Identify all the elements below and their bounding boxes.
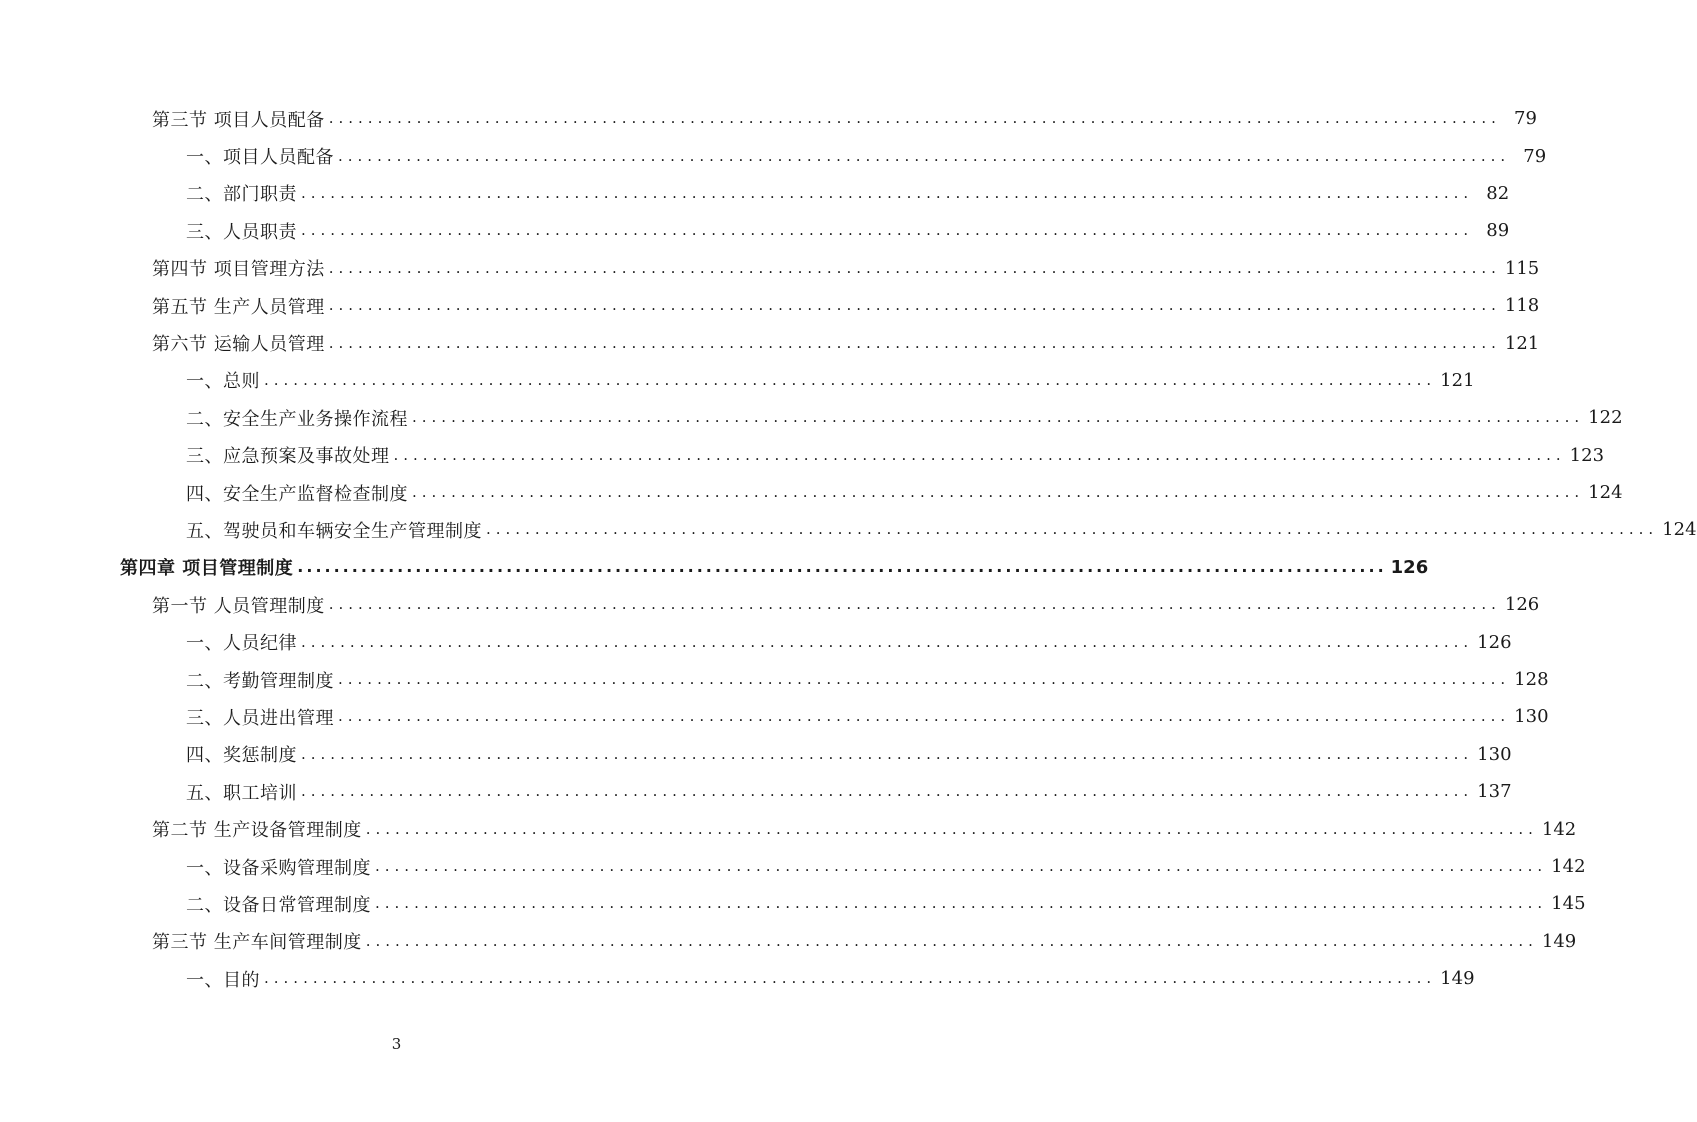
toc-subsection-entry[interactable] — [0, 175, 1510, 212]
toc-entry-title: 三、人员进出管理 — [186, 707, 334, 729]
toc-dot-leader: ........................................................................................................................ — [328, 109, 1501, 128]
toc-dot-leader: ........................................................................................................................ — [375, 857, 1548, 875]
toc-entry-title: 三、人员职责 — [186, 221, 297, 243]
toc-dot-leader: ........................................................................................................................ — [393, 445, 1566, 464]
toc-dot-leader: ........................................................................................................................ — [365, 931, 1538, 950]
toc-dot-leader: ........................................................................................................................ — [301, 221, 1474, 240]
toc-dot-leader: ........................................................................................................................ — [328, 595, 1501, 614]
toc-entry-page-number: 130 — [1514, 706, 1549, 728]
toc-subsection-entry[interactable] — [0, 212, 1510, 249]
toc-section-entry[interactable] — [0, 923, 1577, 960]
toc-chapter-entry[interactable] — [0, 549, 1429, 586]
toc-dot-leader: ........................................................................................................................ — [365, 819, 1538, 838]
toc-entry-page-number: 149 — [1541, 930, 1577, 952]
toc-entry-title: 二、部门职责 — [186, 184, 297, 206]
toc-entry-page-number: 122 — [1588, 407, 1623, 429]
toc-section-entry[interactable] — [0, 100, 1537, 137]
toc-section-entry[interactable] — [0, 586, 1540, 623]
toc-entry-title: 一、项目人员配备 — [186, 147, 334, 169]
toc-dot-leader: ........................................................................................................................ — [375, 894, 1548, 913]
toc-dot-leader: ........................................................................................................................ — [328, 296, 1501, 315]
toc-section-entry[interactable] — [0, 810, 1577, 847]
toc-entry-page-number: 145 — [1551, 893, 1586, 915]
toc-entry-page-number: 121 — [1440, 369, 1475, 391]
toc-entry-page-number: 137 — [1477, 781, 1512, 803]
toc-entry-title: 第三节 生产车间管理制度 — [152, 932, 362, 954]
toc-entry-title: 第五节 生产人员管理 — [152, 296, 325, 318]
toc-entry-title: 一、人员纪律 — [186, 633, 297, 655]
toc-entry-title: 五、驾驶员和车辆安全生产管理制度 — [186, 520, 482, 542]
toc-dot-leader: ........................................................................................................................ — [486, 520, 1659, 539]
toc-subsection-entry[interactable] — [0, 661, 1549, 698]
toc-dot-leader: ........................................................................................................................ — [301, 782, 1474, 801]
toc-entry-page-number: 128 — [1514, 669, 1549, 691]
toc-dot-leader: ........................................................................................................................ — [338, 146, 1511, 165]
toc-subsection-entry[interactable] — [0, 362, 1475, 399]
toc-entry-title: 二、设备日常管理制度 — [186, 894, 371, 916]
toc-entry-title: 第一节 人员管理制度 — [152, 595, 325, 617]
toc-entry-title: 三、应急预案及事故处理 — [186, 446, 390, 468]
toc-subsection-entry[interactable] — [0, 137, 1547, 174]
toc-entry-title: 四、奖惩制度 — [186, 745, 297, 767]
toc-entry-title: 二、考勤管理制度 — [186, 670, 334, 692]
toc-dot-leader: ........................................................................................................................ — [328, 333, 1501, 352]
toc-dot-leader: ........................................................................................................................ — [338, 670, 1511, 689]
toc-subsection-entry[interactable] — [0, 736, 1512, 773]
toc-entry-title: 第二节 生产设备管理制度 — [152, 820, 362, 842]
toc-entry-page-number: 142 — [1551, 856, 1586, 877]
toc-entry-page-number: 126 — [1390, 556, 1429, 578]
toc-entry-page-number: 124 — [1588, 482, 1623, 504]
toc-entry-page-number: 123 — [1569, 444, 1605, 466]
toc-dot-leader: ........................................................................................................................ — [338, 707, 1511, 726]
toc-subsection-entry[interactable] — [0, 623, 1512, 660]
toc-entry-title: 第四章 项目管理制度 — [120, 558, 294, 580]
toc-dot-leader: ........................................................................................................................ — [301, 744, 1474, 763]
toc-entry-title: 一、总则 — [186, 371, 260, 393]
toc-subsection-entry[interactable] — [0, 885, 1586, 922]
toc-entry-page-number: 89 — [1486, 220, 1510, 242]
toc-dot-leader: ........................................................................................................................ — [301, 632, 1474, 651]
toc-dot-leader: ........................................................................................................................ — [264, 370, 1437, 389]
page-number: 3 — [391, 1035, 402, 1053]
toc-subsection-entry[interactable] — [0, 698, 1549, 735]
toc-entry-page-number: 79 — [1514, 108, 1537, 130]
toc-entry-page-number: 149 — [1440, 968, 1475, 990]
toc-entry-page-number: 126 — [1504, 594, 1540, 616]
toc-entry-title: 一、目的 — [186, 969, 260, 991]
toc-entry-title: 第四节 项目管理方法 — [152, 259, 325, 281]
toc-subsection-entry[interactable] — [0, 437, 1605, 474]
toc-entry-page-number: 126 — [1477, 631, 1512, 653]
toc-subsection-entry[interactable] — [0, 848, 1586, 885]
toc-entry-page-number: 142 — [1541, 818, 1577, 840]
toc-entry-title: 一、设备采购管理制度 — [186, 857, 371, 879]
toc-subsection-entry[interactable] — [0, 960, 1475, 997]
table-of-contents — [0, 100, 1697, 997]
toc-subsection-entry[interactable] — [0, 773, 1512, 810]
toc-section-entry[interactable] — [0, 287, 1540, 324]
toc-dot-leader: ........................................................................................................................ — [264, 969, 1437, 988]
toc-entry-title: 五、职工培训 — [186, 782, 297, 804]
toc-entry-page-number: 121 — [1504, 332, 1540, 354]
toc-section-entry[interactable] — [0, 250, 1540, 287]
toc-dot-leader: ........................................................................................................................ — [412, 483, 1585, 502]
toc-section-entry[interactable] — [0, 324, 1540, 361]
toc-entry-title: 二、安全生产业务操作流程 — [186, 408, 408, 430]
toc-dot-leader: ........................................................................................................................ — [301, 183, 1474, 202]
toc-entry-title: 第三节 项目人员配备 — [152, 109, 325, 131]
toc-entry-page-number: 79 — [1523, 145, 1547, 167]
toc-entry-page-number: 124 — [1662, 519, 1697, 541]
toc-subsection-entry[interactable] — [0, 511, 1697, 548]
toc-subsection-entry[interactable] — [0, 474, 1623, 511]
toc-entry-page-number: 130 — [1477, 743, 1512, 765]
toc-dot-leader: ........................................................................................................................ — [328, 258, 1501, 277]
toc-entry-page-number: 118 — [1504, 295, 1540, 317]
toc-entry-page-number: 82 — [1486, 182, 1510, 204]
toc-dot-leader: ........................................................................................................................ — [297, 557, 1387, 577]
toc-dot-leader: ........................................................................................................................ — [412, 408, 1585, 427]
toc-entry-title: 四、安全生产监督检查制度 — [186, 483, 408, 505]
toc-subsection-entry[interactable] — [0, 399, 1623, 436]
toc-entry-page-number: 115 — [1504, 257, 1540, 279]
toc-entry-title: 第六节 运输人员管理 — [152, 334, 325, 356]
